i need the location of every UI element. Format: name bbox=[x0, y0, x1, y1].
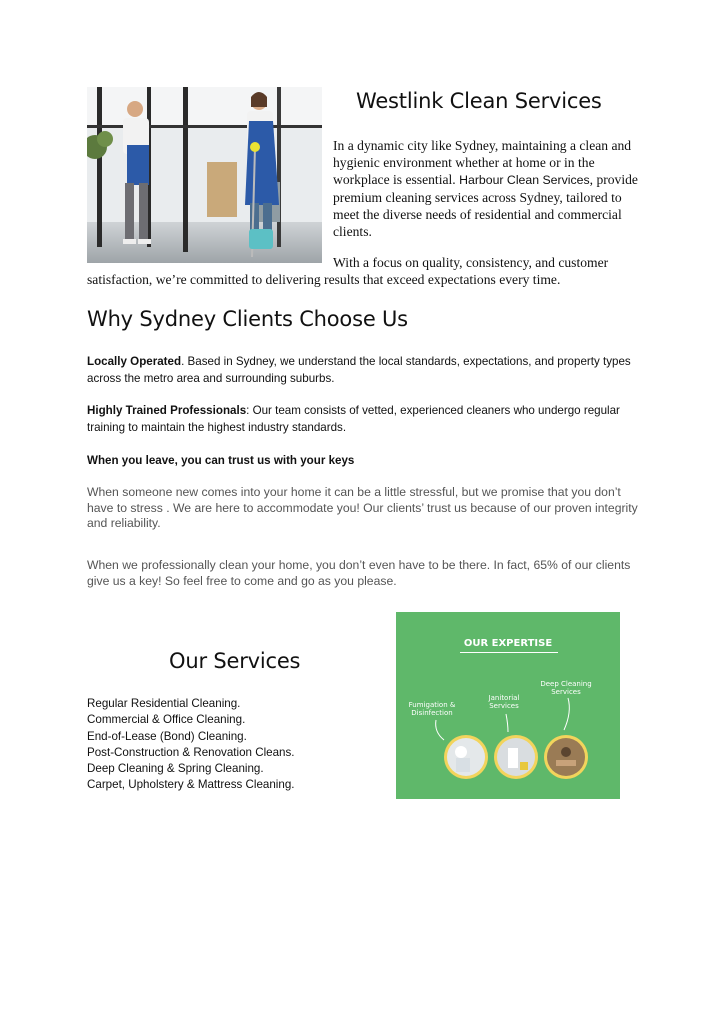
section-heading-why: Why Sydney Clients Choose Us bbox=[87, 307, 408, 331]
list-item: Carpet, Upholstery & Mattress Cleaning. bbox=[87, 778, 295, 792]
intro-paragraph bbox=[333, 137, 638, 240]
reason-trained-professionals bbox=[87, 402, 647, 436]
reason-title: Highly Trained Professionals bbox=[87, 404, 247, 417]
expertise-circles bbox=[396, 612, 620, 799]
reason-text: : Our team consists of vetted, experienced cleaners who undergo regular training to maintain the highest industry standards. bbox=[87, 404, 620, 434]
reason-title: Locally Operated bbox=[87, 355, 182, 368]
keys-paragraph-1: When someone new comes into your home it can be a little stressful, but we promise that you don’t have to stress . We are here to accommodate you! Our clients’ trust us because of our proven integrity and reliability. bbox=[87, 485, 638, 530]
list-item: Commercial & Office Cleaning. bbox=[87, 713, 246, 727]
label-line: Services bbox=[489, 702, 519, 710]
label-line: Fumigation & bbox=[408, 701, 456, 709]
list-item: Regular Residential Cleaning. bbox=[87, 697, 241, 710]
services-list bbox=[87, 696, 295, 794]
intro-paragraph-2-line2: satisfaction, we’re committed to delivering results that exceed expectations every time. bbox=[87, 272, 561, 287]
list-item: Deep Cleaning & Spring Cleaning. bbox=[87, 762, 264, 776]
hero-photo-cleaners bbox=[87, 87, 322, 263]
expertise-graphic bbox=[396, 612, 620, 799]
reason-text: . Based in Sydney, we understand the local standards, expectations, and property types across the metro area and surrounding suburbs. bbox=[87, 355, 631, 385]
page-title: Westlink Clean Services bbox=[356, 89, 602, 113]
intro-text-end: , provide premium cleaning services across Sydney, tailored to meet the diverse needs of residential and commercial clients. bbox=[333, 172, 638, 239]
list-item: End-of-Lease (Bond) Cleaning. bbox=[87, 729, 247, 743]
intro-text-start: In a dynamic city like Sydney, maintaining a clean and hygienic environment whether at home or in the workplace is essential. bbox=[333, 138, 632, 187]
expertise-title: OUR EXPERTISE bbox=[463, 638, 553, 649]
label-line: Deep Cleaning bbox=[540, 680, 592, 688]
keys-paragraph-2: When we professionally clean your home, you don’t even have to be there. In fact, 65% of our clients give us a key! So feel free to come and go as you please. bbox=[87, 558, 631, 588]
keys-subheading: When you leave, you can trust us with your keys bbox=[87, 454, 355, 467]
label-line: Services bbox=[551, 688, 581, 696]
label-line: Janitorial bbox=[488, 694, 520, 702]
label-line: Disinfection bbox=[411, 709, 453, 717]
list-item: Post-Construction & Renovation Cleans. bbox=[87, 745, 295, 759]
reason-locally-operated bbox=[87, 353, 647, 387]
brand-name: Harbour Clean Services bbox=[459, 173, 590, 187]
section-heading-services: Our Services bbox=[169, 649, 301, 673]
intro-paragraph-2-line1: With a focus on quality, consistency, and customer bbox=[333, 255, 609, 270]
